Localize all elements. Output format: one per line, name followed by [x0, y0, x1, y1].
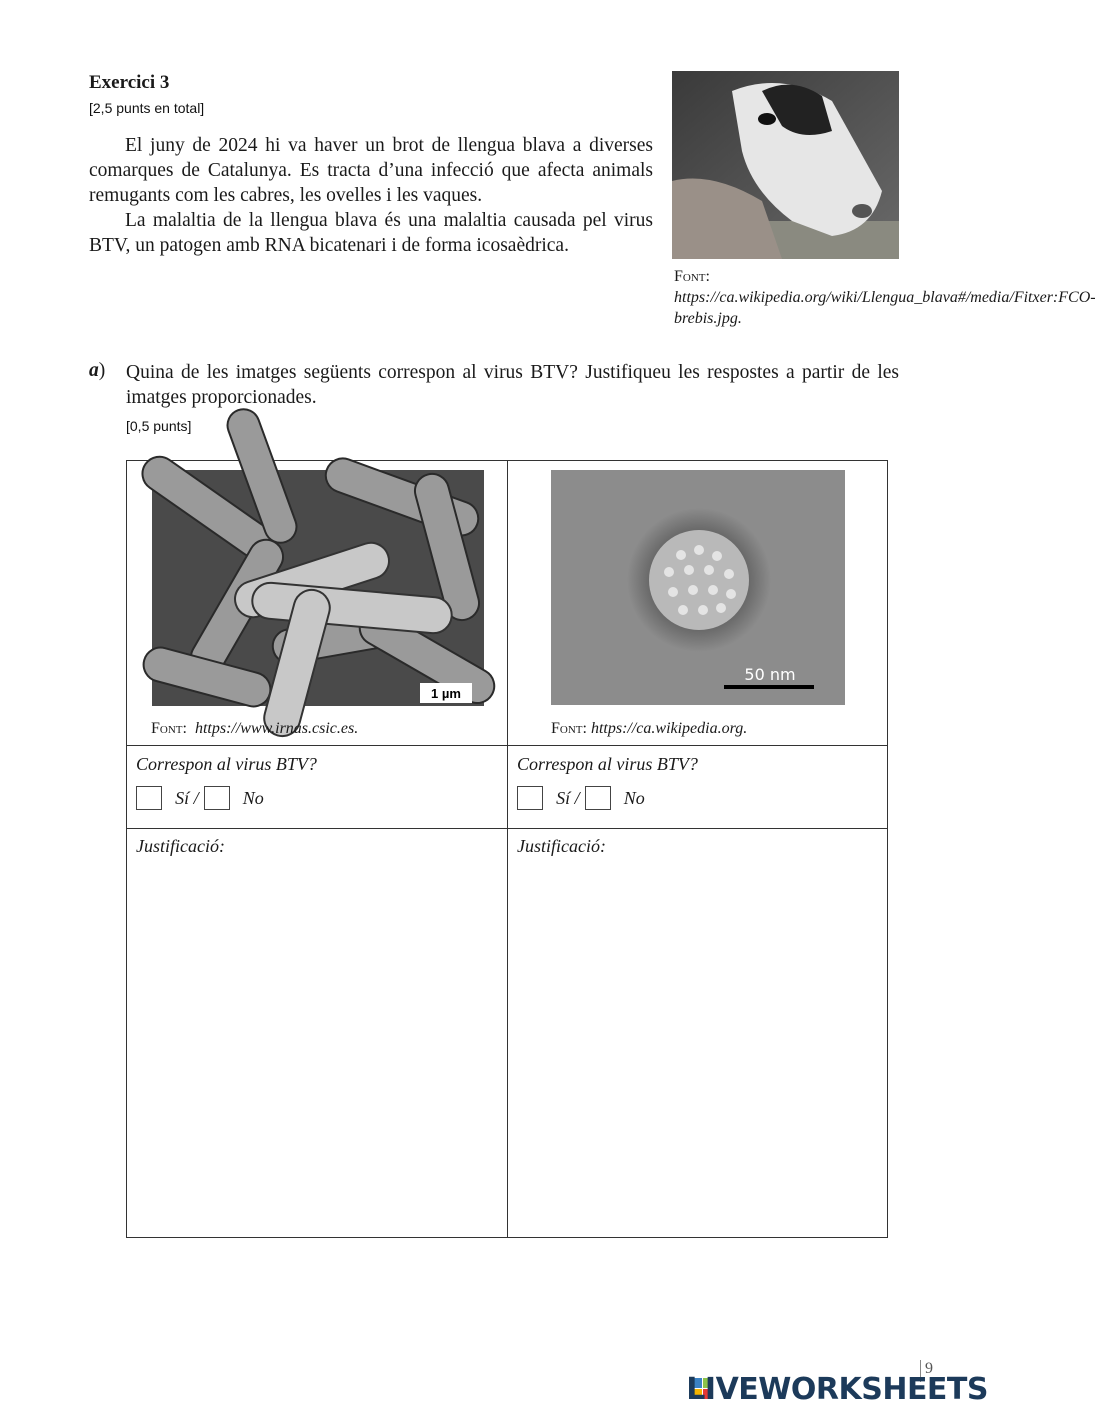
intro-paragraph-1: El juny de 2024 hi va haver un brot de llengua blava a diverses comarques de Catalunya. Es tracta d’una infecció que afecta animals remugants com les cabres, les ovelles i les vaques. — [89, 135, 653, 206]
sheep-caption-label: Font: — [674, 268, 710, 285]
left-justification-label: Justificació: — [136, 836, 225, 856]
page-number: 9 — [920, 1360, 933, 1382]
bacteria-image — [152, 470, 484, 706]
left-caption-url[interactable]: https://www.irnas.csic.es. — [194, 720, 359, 737]
sheep-photo — [672, 71, 899, 259]
intro-text — [89, 133, 653, 258]
right-no-label: No — [623, 787, 645, 808]
right-image-caption: Font: https://ca.wikipedia.org. — [551, 720, 748, 737]
left-no-checkbox[interactable] — [204, 786, 230, 810]
right-no-checkbox[interactable] — [585, 786, 611, 810]
table-divider-vertical — [507, 460, 508, 1238]
left-image-caption: Font: https://www.irnas.csic.es. — [151, 720, 359, 737]
points-total: [2,5 punts en total] — [89, 100, 205, 116]
left-yes-no — [136, 786, 264, 810]
right-question: Correspon al virus BTV? — [517, 754, 698, 774]
table-divider-row1 — [126, 745, 888, 746]
liveworksheets-brand[interactable]: LIVEWORKSHEETS — [686, 1372, 988, 1407]
right-justification-area[interactable] — [511, 866, 883, 1234]
exercise-title: Exercici 3 — [89, 72, 170, 93]
left-no-label: No — [242, 787, 264, 808]
right-yes-no — [517, 786, 645, 810]
scale-label-right: 50 nm — [744, 665, 796, 684]
sheep-caption — [674, 266, 1096, 329]
left-yes-checkbox[interactable] — [136, 786, 162, 810]
left-justification-area[interactable] — [130, 866, 502, 1234]
right-justification-label: Justificació: — [517, 836, 606, 856]
intro-paragraph-2: La malaltia de la llengua blava és una malaltia causada pel virus BTV, un patogen amb RNA bicatenari i de forma icosaèdrica. — [89, 210, 653, 256]
question-label: a) — [89, 360, 106, 381]
right-yes-checkbox[interactable] — [517, 786, 543, 810]
right-yes-label: Sí / — [556, 787, 580, 808]
question-points: [0,5 punts] — [126, 418, 192, 434]
scale-label-left: 1 µm — [431, 686, 461, 701]
virus-image — [551, 470, 845, 705]
left-yes-label: Sí / — [175, 787, 199, 808]
right-caption-url[interactable]: https://ca.wikipedia.org. — [590, 720, 748, 737]
sheep-caption-url[interactable]: https://ca.wikipedia.org/wiki/Llengua_blava#/media/Fitxer:FCO-brebis.jpg. — [674, 289, 1096, 327]
question-a-text: Quina de les imatges següents correspon al virus BTV? Justifiqueu les respostes a partir de les imatges proporcionades. — [126, 362, 899, 408]
left-question: Correspon al virus BTV? — [136, 754, 317, 774]
table-divider-row2 — [126, 828, 888, 829]
